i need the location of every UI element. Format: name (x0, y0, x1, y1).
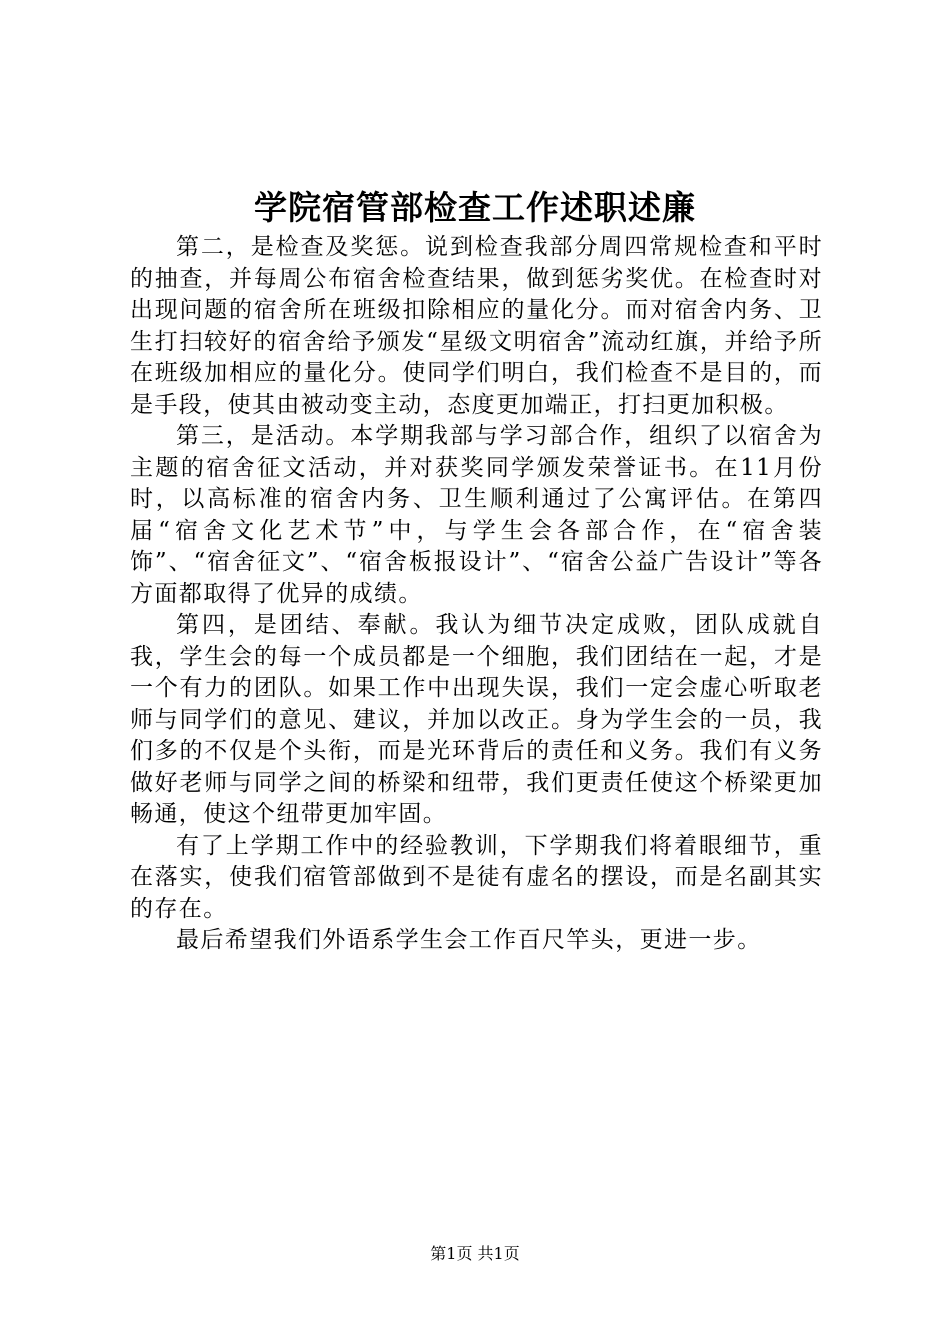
page-footer: 第1页 共1页 (430, 1244, 520, 1263)
paragraph-activities: 第三，是活动。本学期我部与学习部合作，组织了以宿舍为主题的宿舍征文活动，并对获奖同学颁发荣誉证书。在11月份时，以高标准的宿舍内务、卫生顺利通过了公寓评估。在第四届“宿舍文化艺术节”中，与学生会各部合作，在“宿舍装饰”、“宿舍征文”、“宿舍板报设计”、“宿舍公益广告设计”等各方面都取得了优异的成绩。 (130, 423, 823, 607)
paragraph-next-term: 有了上学期工作中的经验教训，下学期我们将着眼细节，重在落实，使我们宿管部做到不是徒有虚名的摆设，而是名副其实的存在。 (130, 832, 823, 922)
paragraph-inspection: 第二，是检查及奖惩。说到检查我部分周四常规检查和平时的抽查，并每周公布宿舍检查结果，做到惩劣奖优。在检查时对出现问题的宿舍所在班级扣除相应的量化分。而对宿舍内务、卫生打扫较好的宿舍给予颁发“星级文明宿舍”流动红旗，并给予所在班级加相应的量化分。使同学们明白，我们检查不是目的，而是手段，使其由被动变主动，态度更加端正，打扫更加积极。 (130, 234, 823, 418)
document-title: 学院宿管部检查工作述职述廉 (254, 188, 696, 227)
paragraph-teamwork: 第四，是团结、奉献。我认为细节决定成败，团队成就自我，学生会的每一个成员都是一个细胞，我们团结在一起，才是一个有力的团队。如果工作中出现失误，我们一定会虚心听取老师与同学们的意见、建议，并加以改正。身为学生会的一员，我们多的不仅是个头衔，而是光环背后的责任和义务。我们有义务做好老师与同学之间的桥梁和纽带，我们更责任使这个桥梁更加畅通，使这个纽带更加牢固。 (130, 612, 823, 827)
document-body (130, 232, 823, 957)
paragraph-closing: 最后希望我们外语系学生会工作百尺竿头，更进一步。 (176, 927, 762, 953)
